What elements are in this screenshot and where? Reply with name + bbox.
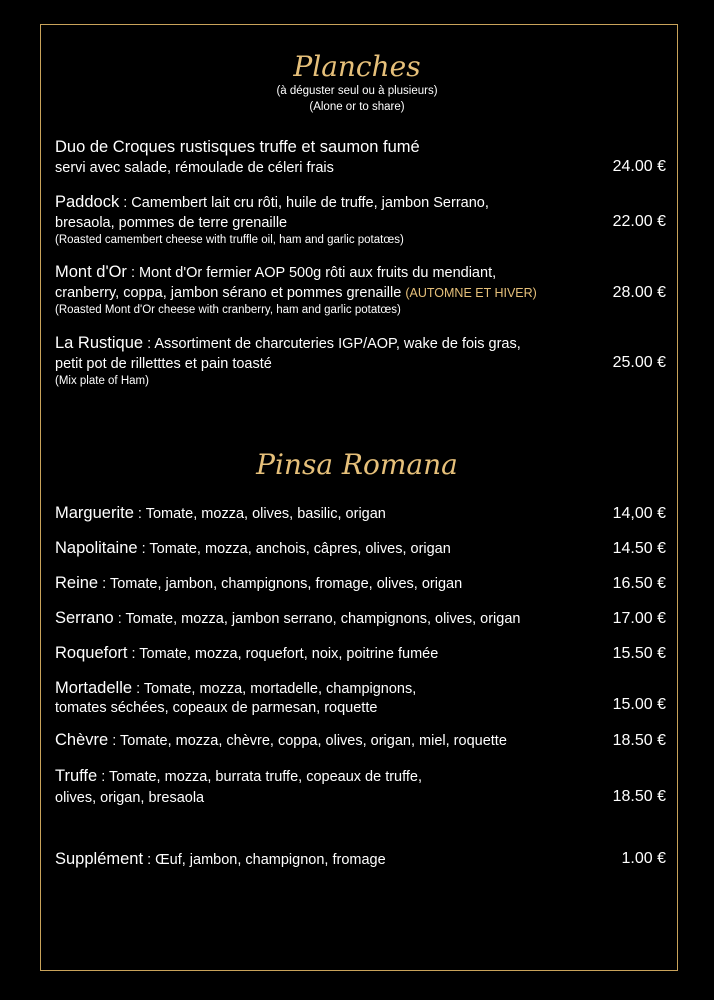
planche-item-desc: : Camembert lait cru rôti, huile de truffe, jambon Serrano, bbox=[119, 195, 489, 211]
supplement-price: 1.00 € bbox=[621, 850, 666, 867]
supplement-item bbox=[55, 850, 386, 869]
pinsa-item-name: Reine bbox=[55, 574, 99, 592]
planche-item-desc-line2: petit pot de rilletttes et pain toasté bbox=[55, 356, 272, 372]
pinsa-item-desc-line2: olives, origan, bresaola bbox=[55, 790, 205, 806]
pinsa-item-roquefort bbox=[55, 644, 438, 663]
planche-item-desc: : Mont d'Or fermier AOP 500g rôti aux fruits du mendiant, bbox=[126, 265, 497, 281]
planche-item-price: 22.00 € bbox=[612, 213, 666, 230]
planche-item-name: Mont d'Or bbox=[55, 263, 127, 281]
planche-item-name: La Rustique bbox=[55, 334, 144, 352]
pinsa-item-name: Marguerite bbox=[55, 504, 134, 522]
planche-item-la-rustique bbox=[55, 333, 575, 388]
section-title-pinsa-romana: Pinsa Romana bbox=[256, 448, 458, 481]
planche-item-desc: : Assortiment de charcuteries IGP/AOP, wake de fois gras, bbox=[143, 336, 521, 352]
planche-item-name: Duo de Croques rustisques truffe et saumon fumé bbox=[55, 138, 420, 156]
pinsa-item-truffe bbox=[55, 766, 422, 809]
pinsa-item-desc: : Tomate, mozza, olives, basilic, origan bbox=[133, 506, 386, 522]
pinsa-item-price: 16.50 € bbox=[612, 575, 666, 592]
pinsa-item-desc: : Tomate, mozza, mortadelle, champignons, bbox=[132, 681, 417, 697]
planche-item-price: 25.00 € bbox=[612, 354, 666, 371]
pinsa-item-name: Mortadelle bbox=[55, 679, 133, 697]
planche-item-paddock bbox=[55, 192, 575, 247]
planche-item-desc: servi avec salade, rémoulade de céleri frais bbox=[55, 160, 334, 176]
pinsa-item-desc: : Tomate, mozza, jambon serrano, champignons, olives, origan bbox=[113, 611, 521, 627]
supplement-name: Supplément bbox=[55, 850, 144, 868]
pinsa-item-price: 15.00 € bbox=[612, 696, 666, 713]
pinsa-item-price: 17.00 € bbox=[612, 610, 666, 627]
pinsa-item-desc: : Tomate, mozza, chèvre, coppa, olives, origan, miel, roquette bbox=[108, 733, 507, 749]
planche-item-name: Paddock bbox=[55, 193, 120, 211]
pinsa-item-name: Chèvre bbox=[55, 731, 109, 749]
planche-item-desc-line2: bresaola, pommes de terre grenaille bbox=[55, 215, 288, 231]
pinsa-item-name: Serrano bbox=[55, 609, 114, 627]
pinsa-item-price: 14,00 € bbox=[612, 505, 666, 522]
pinsa-item-name: Napolitaine bbox=[55, 539, 138, 557]
pinsa-item-price: 18.50 € bbox=[612, 788, 666, 805]
pinsa-item-serrano bbox=[55, 609, 520, 628]
pinsa-item-desc: : Tomate, mozza, roquefort, noix, poitrine fumée bbox=[127, 646, 439, 662]
planche-item-translation: (Roasted Mont d'Or cheese with cranberry, ham and garlic potatœs) bbox=[55, 304, 401, 316]
pinsa-item-name: Roquefort bbox=[55, 644, 128, 662]
pinsa-item-desc: : Tomate, mozza, burrata truffe, copeaux de truffe, bbox=[97, 769, 423, 785]
pinsa-item-chevre bbox=[55, 731, 507, 750]
pinsa-item-mortadelle bbox=[55, 679, 416, 718]
pinsa-item-name: Truffe bbox=[55, 767, 98, 785]
planche-item-translation: (Mix plate of Ham) bbox=[55, 375, 149, 387]
pinsa-item-napolitaine bbox=[55, 539, 451, 558]
pinsa-item-marguerite bbox=[55, 504, 386, 523]
planche-item-price: 24.00 € bbox=[612, 158, 666, 175]
pinsa-item-price: 14.50 € bbox=[612, 540, 666, 557]
planche-item-duo-croques bbox=[55, 137, 575, 178]
pinsa-item-price: 15.50 € bbox=[612, 645, 666, 662]
section-title-planches: Planches bbox=[293, 50, 421, 83]
pinsa-item-reine bbox=[55, 574, 462, 593]
pinsa-item-desc: : Tomate, jambon, champignons, fromage, olives, origan bbox=[98, 576, 463, 592]
planche-item-desc-line2: cranberry, coppa, jambon sérano et pommes grenaille bbox=[55, 285, 406, 301]
supplement-desc: : Œuf, jambon, champignon, fromage bbox=[143, 852, 386, 868]
pinsa-item-desc: : Tomate, mozza, anchois, câpres, olives, origan bbox=[137, 541, 451, 557]
pinsa-item-price: 18.50 € bbox=[612, 732, 666, 749]
planche-item-price: 28.00 € bbox=[612, 284, 666, 301]
planche-item-translation: (Roasted camembert cheese with truffle oil, ham and garlic potatœs) bbox=[55, 234, 404, 246]
planches-subtitle-en: (Alone or to share) bbox=[309, 101, 405, 113]
pinsa-item-desc-line2: tomates séchées, copeaux de parmesan, roquette bbox=[55, 700, 378, 716]
season-note: (AUTOMNE ET HIVER) bbox=[405, 286, 537, 300]
planche-item-mont-dor bbox=[55, 262, 575, 317]
planches-subtitle-fr: (à déguster seul ou à plusieurs) bbox=[276, 85, 438, 97]
